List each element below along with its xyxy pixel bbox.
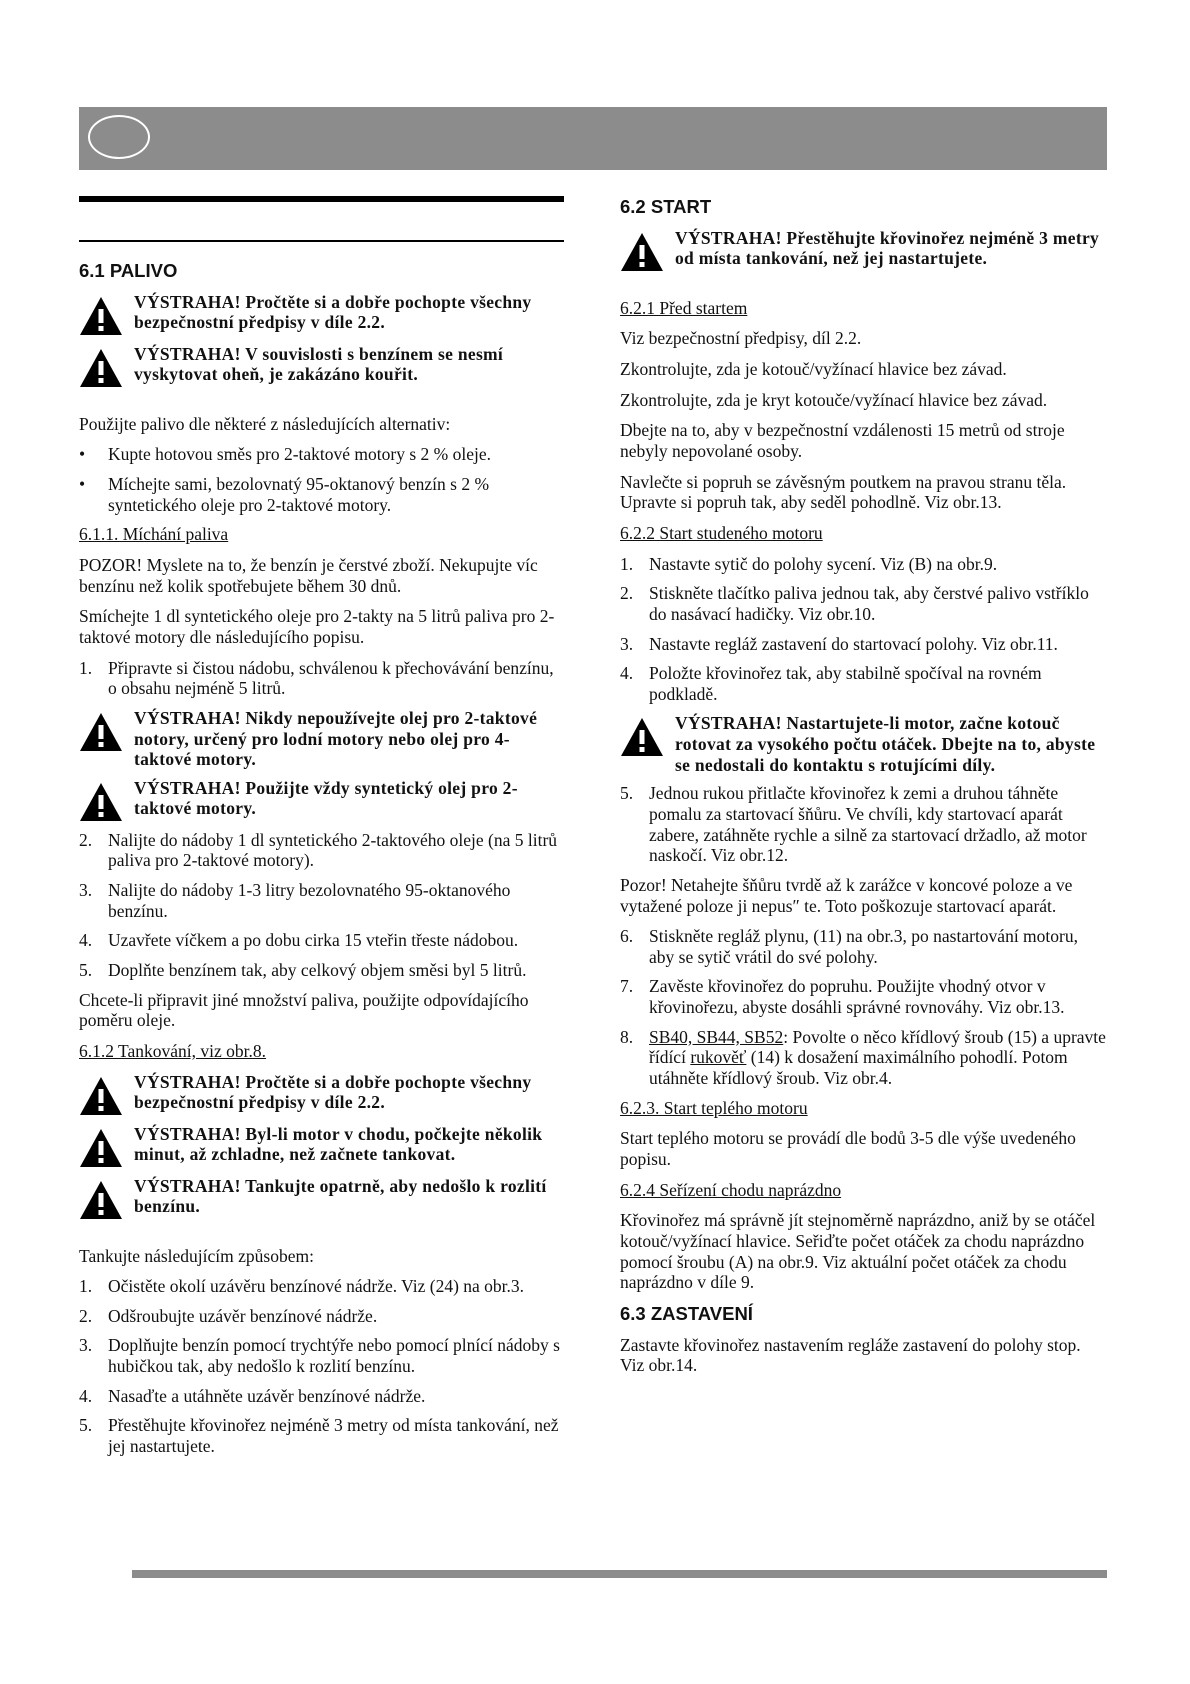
warning-block — [79, 708, 564, 770]
warning-text: VÝSTRAHA! Nikdy nepoužívejte olej pro 2-taktové notory, určený pro lodní motory nebo olej pro 4-taktové motory. — [134, 707, 538, 770]
list-item: 7. Zavěste křovinořez do popruhu. Použijte vhodný otvor v křovinořezu, abyste dosáhli správné rovnováhy. Viz obr.13. — [620, 976, 1065, 1018]
right-column — [620, 196, 1107, 1386]
warning-block — [620, 713, 1107, 775]
thin-rule — [79, 240, 564, 242]
warning-text: VÝSTRAHA! Nastartujete-li motor, začne kotouč rotovat za vysokého počtu otáček. Dbejte na to, abyste se nedostali do kontaktu s rotujícími díly. — [675, 713, 1096, 775]
warning-icon — [79, 1180, 123, 1220]
left-column — [79, 196, 564, 1466]
paragraph: Dbejte na to, aby v bezpečnostní vzdálenosti 15 metrů od stroje nebyly nepovolané osoby. — [620, 420, 1065, 462]
model-list-link: SB40, SB44, SB52 — [649, 1026, 784, 1047]
warning-block — [79, 344, 564, 388]
section-6-2-4-heading: 6.2.4 Seřízení chodu naprázdno — [620, 1179, 842, 1200]
list-item: 2. Nalijte do nádoby 1 dl syntetického 2-taktového oleje (na 5 litrů paliva pro 2-taktové motory). — [79, 829, 558, 871]
list-item: 8. SB40, SB44, SB52: Povolte o něco křídlový šroub (15) a upravte řídící rukověť (14) k dosažení maximálního pohodlí. Potom utáhněte křídlový šroub. Viz obr.4. — [620, 1026, 1106, 1089]
section-6-3-heading: 6.3 ZASTAVENÍ — [620, 1302, 753, 1324]
paragraph: POZOR! Myslete na to, že benzín je čerstvé zboží. Nekupujte víc benzínu než kolik spotřebujete během 30 dnů. — [79, 555, 538, 596]
list-item: 1. Nastavte sytič do polohy sycení. Viz (B) na obr.9. — [620, 553, 998, 574]
section-6-1-2-heading: 6.1.2 Tankování, viz obr.8. — [79, 1040, 267, 1061]
warning-icon — [620, 717, 664, 757]
section-6-2-3-heading: 6.2.3. Start teplého motoru — [620, 1097, 808, 1118]
list-item: 4. Položte křovinořez tak, aby stabilně spočíval na rovném podkladě. — [620, 663, 1042, 704]
warning-text: VÝSTRAHA! Pročtěte si a dobře pochopte všechny bezpečnostní předpisy v díle 2.2. — [134, 1071, 532, 1113]
list-item: 4. Nasaďte a utáhněte uzávěr benzínové nádrže. — [79, 1385, 426, 1406]
fuel-intro: Použijte palivo dle některé z následujících alternativ: — [79, 413, 451, 434]
list-item: • Míchejte sami, bezolovnatý 95-oktanový benzín s 2 % syntetického oleje pro 2-taktové motory. — [79, 474, 490, 515]
warning-text: VÝSTRAHA! Pročtěte si a dobře pochopte všechny bezpečnostní předpisy v díle 2.2. — [134, 291, 532, 333]
list-item: 4. Uzavřete víčkem a po dobu cirka 15 vteřin třeste nádobou. — [79, 930, 519, 951]
list-item: 3. Doplňujte benzín pomocí trychtýře nebo pomocí plnící nádoby s hubičkou tak, aby nedošlo k rozlití benzínu. — [79, 1335, 560, 1377]
warning-block — [620, 228, 1107, 272]
paragraph: Navlečte si popruh se závěsným poutkem na pravou stranu těla. Upravte si popruh tak, aby seděl pohodlně. Viz obr.13. — [620, 471, 1067, 513]
list-item: 1. Očistěte okolí uzávěru benzínové nádrže. Viz (24) na obr.3. — [79, 1276, 525, 1297]
section-6-1-1-heading: 6.1.1. Míchání paliva — [79, 524, 229, 545]
paragraph: Chcete-li připravit jiné množství paliva, použijte odpovídajícího poměru oleje. — [79, 989, 529, 1031]
list-item: 2. Stiskněte tlačítko paliva jednou tak, aby čerstvé palivo vstříklo do nasávací hadičky. Viz obr.10. — [620, 583, 1089, 624]
warning-text: VÝSTRAHA! Byl-li motor v chodu, počkejte několik minut, až zchladne, než začnete tankovat. — [134, 1123, 543, 1165]
refuel-intro: Tankujte následujícím způsobem: — [79, 1245, 314, 1266]
section-6-2-2-heading: 6.2.2 Start studeného motoru — [620, 522, 823, 543]
cold-start-steps-list — [620, 554, 1107, 705]
mixing-steps-list — [79, 658, 564, 699]
list-item: 6. Stiskněte regláž plynu, (11) na obr.3, po nastartování motoru, aby se sytič vrátil do své polohy. — [620, 926, 1078, 967]
paragraph: Viz bezpečnostní předpisy, díl 2.2. — [620, 328, 862, 349]
warning-icon — [79, 348, 123, 388]
paragraph: Křovinořez má správně jít stejnoměrně naprázdno, aniž by se otáčel kotouč/vyžínací hlavice. Seřiďte počet otáček za chodu naprázdno pomocí šroubu (A) na obr.9. Viz aktuální počet otáček za chodu naprázdno v díle 9. — [620, 1210, 1096, 1293]
footer-rule — [132, 1570, 1107, 1578]
paragraph: Zastavte křovinořez nastavením regláže zastavení do polohy stop. Viz obr.14. — [620, 1334, 1081, 1376]
cold-start-steps-list — [620, 783, 1107, 866]
warning-block — [79, 778, 564, 822]
warning-icon — [79, 296, 123, 336]
mixing-steps-list — [79, 830, 564, 981]
section-6-2-heading: 6.2 START — [620, 196, 712, 217]
list-item: 5. Doplňte benzínem tak, aby celkový objem směsi byl 5 litrů. — [79, 960, 527, 980]
list-item: 3. Nastavte regláž zastavení do startovací polohy. Viz obr.11. — [620, 633, 1058, 654]
warning-block — [79, 292, 564, 336]
list-item: 5. Jednou rukou přitlačte křovinořez k zemi a druhou táhněte pomalu za startovací šňůru. Ve chvíli, kdy startovací aparát zabere, zatáhněte rychle a silně za startovací držadlo, až motor naskočí. Viz obr.12. — [620, 783, 1087, 866]
list-item: 5. Přestěhujte křovinořez nejméně 3 metry od místa tankování, než jej nastartujete. — [79, 1415, 559, 1457]
header-band — [79, 107, 1107, 170]
warning-text: VÝSTRAHA! Přestěhujte křovinořez nejméně 3 metry od místa tankování, než jej nastartujete. — [675, 227, 1100, 269]
list-item: 3. Nalijte do nádoby 1-3 litry bezolovnatého 95-oktanového benzínu. — [79, 880, 511, 921]
language-oval-icon — [88, 115, 150, 159]
warning-block — [79, 1072, 564, 1116]
fuel-options-list — [79, 444, 564, 515]
section-6-1-heading: 6.1 PALIVO — [79, 260, 178, 281]
list-item: 2. Odšroubujte uzávěr benzínové nádrže. — [79, 1305, 378, 1326]
warning-icon — [620, 232, 664, 272]
paragraph: Start teplého motoru se provádí dle bodů 3-5 dle výše uvedeného popisu. — [620, 1128, 1076, 1169]
cold-start-steps-list — [620, 926, 1107, 1088]
warning-text: VÝSTRAHA! Použijte vždy syntetický olej pro 2-taktové motory. — [134, 777, 518, 819]
paragraph: Zkontrolujte, zda je kotouč/vyžínací hlavice bez závad. — [620, 359, 1007, 380]
refuel-steps-list — [79, 1276, 564, 1456]
thick-rule — [79, 196, 564, 202]
warning-icon — [79, 1128, 123, 1168]
warning-block — [79, 1176, 564, 1220]
list-item: 1. Připravte si čistou nádobu, schválenou k přechovávání benzínu, o obsahu nejméně 5 litrů. — [79, 657, 554, 699]
warning-icon — [79, 1076, 123, 1116]
warning-icon — [79, 712, 123, 752]
paragraph: Pozor! Netahejte šňůru tvrdě až k zarážce v koncové poloze a ve vytažené poloze ji nepus″ te. Toto poškozuje startovací aparát. — [620, 874, 1073, 916]
list-item: • Kupte hotovou směs pro 2-taktové motory s 2 % oleje. — [79, 444, 491, 465]
paragraph: Zkontrolujte, zda je kryt kotouče/vyžínací hlavice bez závad. — [620, 389, 1048, 410]
warning-block — [79, 1124, 564, 1168]
paragraph: Smíchejte 1 dl syntetického oleje pro 2-takty na 5 litrů paliva pro 2-taktové motory dle následujícího popisu. — [79, 606, 555, 647]
warning-text: VÝSTRAHA! V souvislosti s benzínem se nesmí vyskytovat oheň, je zakázáno kouřit. — [134, 343, 504, 385]
warning-icon — [79, 782, 123, 822]
section-6-2-1-heading: 6.2.1 Před startem — [620, 297, 748, 318]
warning-text: VÝSTRAHA! Tankujte opatrně, aby nedošlo k rozlití benzínu. — [134, 1175, 547, 1217]
